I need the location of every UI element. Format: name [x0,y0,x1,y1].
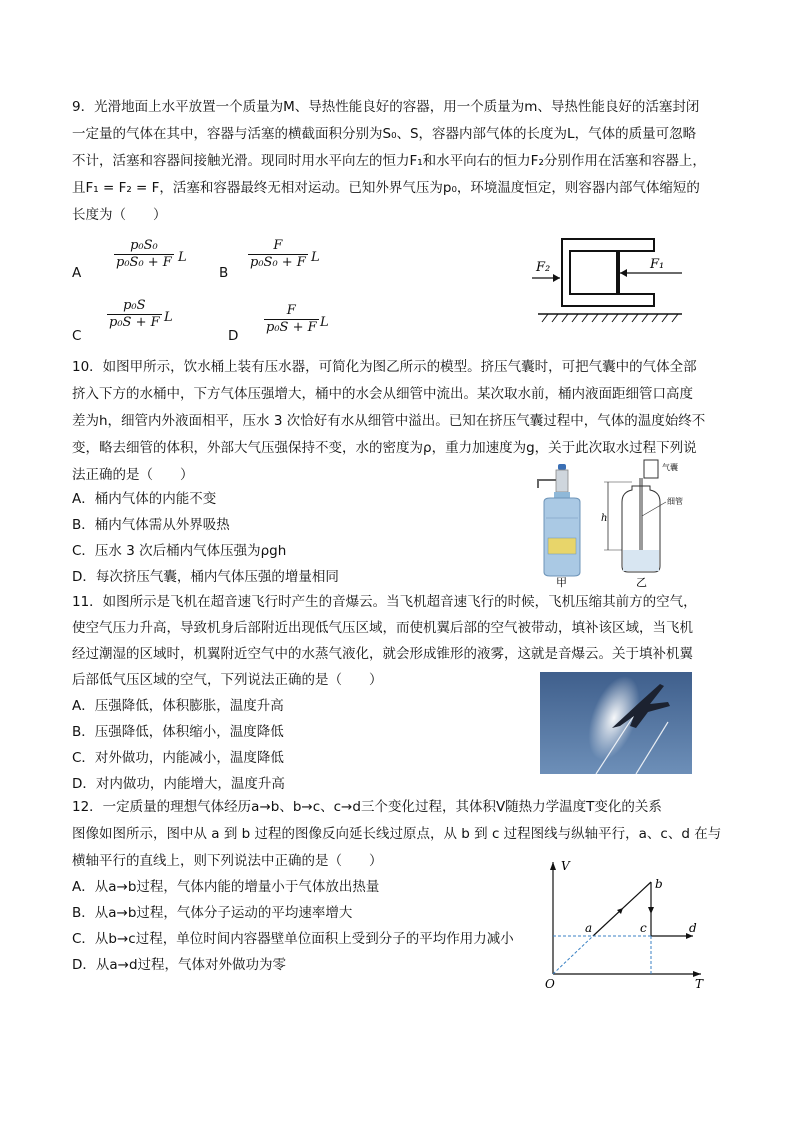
sonic-boom-photo [540,672,692,774]
height-label: h [601,513,608,524]
q10-water-dispenser-figures [532,458,692,590]
thin-tube-pointer [642,502,666,516]
pump-cap [558,464,566,470]
v-axis-arrowhead [550,862,556,870]
q11-option-a: A．压强降低，体积膨胀，温度升高 [72,698,284,714]
q12-vt-graph [543,858,713,992]
q12-line-3: 横轴平行的直线上，则下列说法中正确的是（ ） [72,853,383,869]
point-b-label: b [655,877,663,891]
q11-line-2: 使空气压力升高，导致机身后部附近出现低气压区域，而使机翼后部的空气被带动，填补该区域，当飞机 [72,620,693,636]
bottle-label [548,538,576,554]
thin-tube-label: 细管 [667,497,683,506]
q11-option-b: B．压强降低，体积缩小，温度降低 [72,724,284,740]
q9-option-b-tail: L [311,250,320,265]
q10-line-4: 变，略去细管的体积，外部大气压强保持不变，水的密度为ρ，重力加速度为g，关于此次取水过程下列说 [72,440,697,456]
q9-option-d-letter: D [228,328,239,344]
q10-line-5: 法正确的是（ ） [72,467,194,483]
water-level [623,550,659,571]
q9-option-c-tail: L [164,310,173,325]
q9-line-2: 一定量的气体在其中，容器与活塞的横截面积分别为S₀、S，容器内部气体的长度为L，气体的质量可忽略 [72,126,697,142]
q9-line-4: 且F₁ = F₂ = F，活塞和容器最终无相对运动。已知外界气压为p₀，环境温度恒定，则容器内部气体缩短的 [72,180,700,196]
q11-option-d: D．对内做功，内能增大，温度升高 [72,776,285,792]
point-a-label: a [585,921,593,935]
q10-option-d: D．每次挤压气囊，桶内气体压强的增量相同 [72,569,339,585]
q9-line-5: 长度为（ ） [72,207,167,223]
q10-option-c: C．压水 3 次后桶内气体压强为ρgh [72,543,287,559]
q11-line-1: 11．如图所示是飞机在超音速飞行时产生的音爆云。当飞机超音速飞行的时候，飞机压缩其前方的空气， [72,594,697,610]
q12-line-1: 12．一定质量的理想气体经历a→b、b→c、c→d三个变化过程，其体积V随热力学温度T变化的关系 [72,799,662,815]
figure-yi-label: 乙 [636,576,647,589]
q12-option-b: B．从a→b过程，气体分子运动的平均速率增大 [72,905,353,921]
t-axis-label: T [695,977,704,991]
q10-line-3: 差为h，细管内外液面相平，压水 3 次恰好有水从细管中溢出。已知在挤压气囊过程中，气体的温度始终不 [72,413,706,429]
origin-label: O [545,977,555,991]
v-axis-label: V [561,859,570,873]
q11-line-4: 后部低气压区域的空气，下列说法正确的是（ ） [72,672,383,688]
pump-spout [538,480,556,488]
q10-line-1: 10．如图甲所示，饮水桶上装有压水器，可简化为图乙所示的模型。挤压气囊时，可把气囊中的气体全部 [72,359,697,375]
q9-option-a-fraction [114,238,174,271]
q9-option-c-letter: C [72,328,82,344]
q10-line-2: 挤入下方的水桶中，下方气体压强增大，桶中的水会从细管中流出。某次取水前，桶内液面距细管口高度 [72,386,693,402]
ab-extension-line [553,936,593,974]
q10-option-b: B．桶内气体需从外界吸热 [72,517,230,533]
f2-label: F₂ [536,260,551,275]
q9-option-c-denominator: p₀S + F [109,315,160,330]
q9-option-b-denominator: p₀S₀ + F [250,255,306,270]
q9-option-a-letter: A [72,265,82,281]
f1-arrowhead [620,269,627,277]
q9-option-b-letter: B [219,265,229,281]
bc-arrowhead [648,907,654,914]
q9-line-3: 不计，活塞和容器间接触光滑。现同时用水平向左的恒力F₁和水平向右的恒力F₂分别作用在活塞和容器上， [72,153,706,169]
q12-line-2: 图像如图所示，图中从 a 到 b 过程的图像反向延长线过原点，从 b 到 c 过程图线与纵轴平行，a、c、d 在与 [72,826,722,842]
q9-option-d-tail: L [320,315,329,330]
f2-arrowhead [553,274,560,282]
q10-option-a: A．桶内气体的内能不变 [72,491,217,507]
figure-jia-label: 甲 [556,576,567,589]
q9-option-a-denominator: p₀S₀ + F [116,255,172,270]
q9-option-d-denominator: p₀S + F [266,320,317,335]
q9-line-1: 9．光滑地面上水平放置一个质量为M、导热性能良好的容器，用一个质量为m、导热性能良好的活塞封闭 [72,99,700,115]
piston [616,251,620,294]
q9-option-b-fraction [248,238,308,271]
q11-line-3: 经过潮湿的区域时，机翼附近空气中的水蒸气液化，就会形成锥形的液雾，这就是音爆云。关于填补机翼 [72,646,693,662]
point-d-label: d [689,921,697,935]
pump-body [556,470,568,492]
air-bag-label: 气囊 [662,463,678,472]
water-bottle [544,498,580,576]
q9-option-d-fraction [264,303,319,336]
q12-option-a: A．从a→b过程，气体内能的增量小于气体放出热量 [72,879,380,895]
q9-option-c-numerator: p₀S [107,298,162,315]
q12-option-c: C．从b→c过程，单位时间内容器壁单位面积上受到分子的平均作用力减小 [72,931,514,947]
q9-piston-figure [532,234,692,326]
q9-option-b-numerator: F [248,238,308,255]
q11-option-c: C．对外做功，内能减小，温度降低 [72,750,284,766]
ground-hatching [542,314,678,322]
q12-option-d: D．从a→d过程，气体对外做功为零 [72,957,287,973]
q9-option-a-tail: L [178,250,187,265]
q9-option-d-numerator: F [264,303,319,320]
f1-label: F₁ [650,257,665,272]
q9-option-c-fraction [107,298,162,331]
q9-option-a-numerator: p₀S₀ [114,238,174,255]
air-bag [644,460,658,478]
point-c-label: c [640,921,647,935]
